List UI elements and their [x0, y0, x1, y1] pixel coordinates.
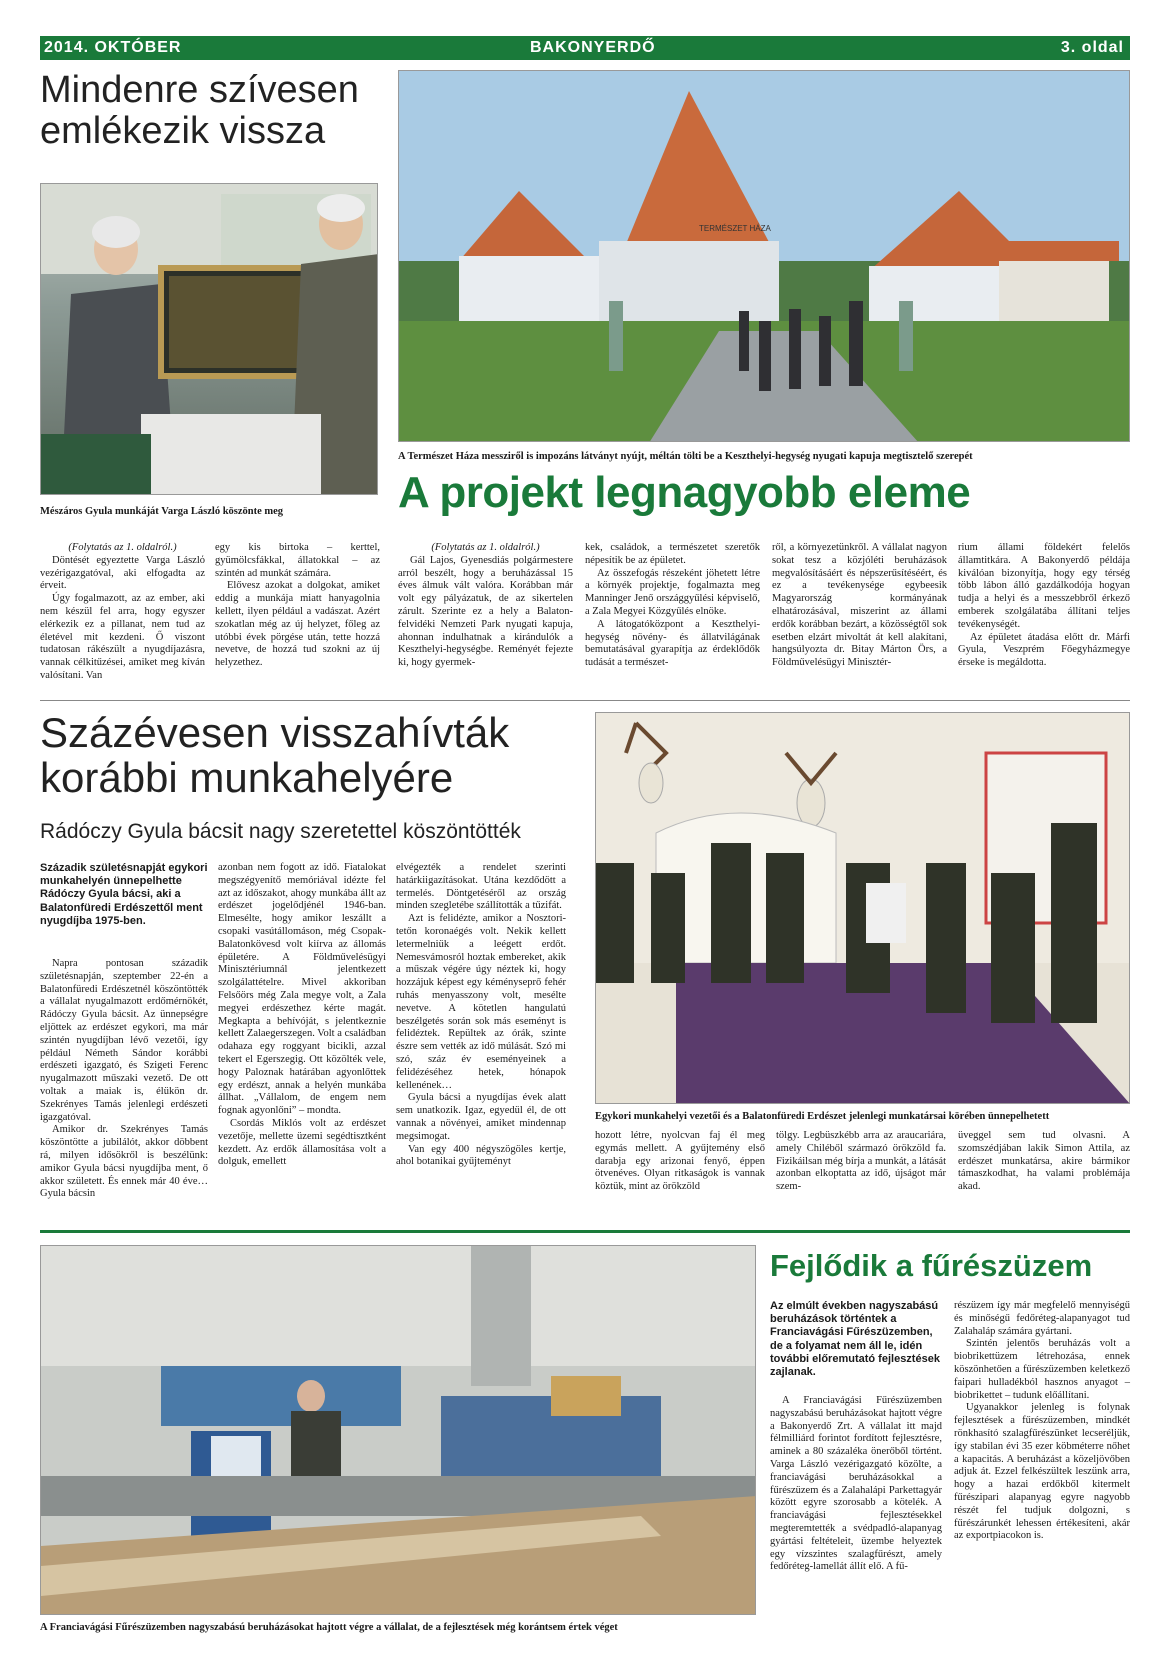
story4-photo [40, 1245, 756, 1615]
story3-photo [595, 712, 1130, 1104]
story3-photo-caption: Egykori munkahelyi vezetői és a Balatonfüredi Erdészet jelenlegi munkatársai körében ünnepelhetett [595, 1111, 1050, 1122]
story4-column-1: A Franciavágási Fűrészüzemben nagyszabású beruházásokat hajtott végre a Bakonyerdő Zrt. A vállalat itt majd félmilliárd forintot fordított fejlesztésre, aminek a 80 százaléka önerőből történt. Varga László vezérigazgató közölte, a franciavágási beruházásokkal a fűrészüzem és a Zalahalápi Parkettagyár között egyre szorosabb a kötelék. A franciavágási fejlesztésekkel megteremtették a svédpadló-alapanyag gyártási feltételeit, üzembe helyeztek egy vízszintes szalagfűrészt, amely fedőréteg-lamellát állít elő. A fű- [770, 1395, 942, 1573]
story3-lead: Századik születésnapját egykori munkahelyén ünnepelhette Rádóczy Gyula bácsi, aki a Balatonfüredi Erdészettől ment nyugdíjba 1975-ben. [40, 862, 208, 927]
page-header-bar [40, 36, 1130, 60]
story2-photo-caption: A Természet Háza messziről is impozáns látványt nyújt, méltán tölti be a Keszthelyi-hegység nyugati kapuja megtisztelő szerepét [398, 451, 973, 462]
story1-photo [40, 183, 378, 495]
story4-lead: Az elmúlt években nagyszabású beruházások történtek a Franciavágási Fűrészüzemben, de a folyamat nem áll le, idén további előremutató fejlesztések zajlanak. [770, 1300, 940, 1378]
story1-photo-caption: Mészáros Gyula munkáját Varga László köszönte meg [40, 506, 284, 517]
story2-column-3: ről, a környezetünkről. A vállalat nagyon sokat tesz a közjóléti beruházások megvalósításáért és népszerűsítéséért, és ez a tevékenysége egybeesik Magyarország kormányának elhatározásával, miszerint az állami erdők korábban bezárt, a közösségtől sok esetben elzárt mivoltát át kell alakítani, hangsúlyozta dr. Bitay Márton Örs, a Földművelésügyi Minisztér- [772, 542, 947, 669]
story3-column-6: üveggel sem tud olvasni. A szomszédjában lakik Simon Attila, az erdészet munkatársa, akire bármikor támaszkodhat, ha valami problémája akad. [958, 1130, 1130, 1193]
story4-headline: Fejlődik a fűrészüzem [770, 1248, 1093, 1283]
story3-column-1: Napra pontosan századik születésnapján, szeptember 22-én a Balatonfüredi Erdészetnél köszöntötték a vállalat nyugalmazott erdőmérnökét, Rádóczy Gyula bácsit. Az ünnepségre eljöttek az erdészet egykori, ma már szintén nyugdíjban lévő vezetői, így például Németh Sándor korábbi erdészeti igazgató, és Szigeti Ferenc nyugalmazott műszaki vezető. De ott voltak a maiak is, élükön dr. Szekrényes Tamás jelenlegi erdészeti igazgatóval. Amikor dr. Szekrényes Tamás köszöntötte a jubilálót, akkor döbbent rá, milyen idősökről is beszélünk: amikor Gyula bácsi nyugdíjba ment, ő akkor született. És ennek már 40 éve… Gyula bácsin [40, 958, 208, 1200]
story1-column-2: egy kis birtoka – kerttel, gyümölcsfákkal, állatokkal – az szintén ad munkát számára. Elővesz azokat a dolgokat, amiket eddig a munkája miatt hanyagolnia kellett, ilyen például a vadászat. Azért szokatlan még az új helyzet, főleg az utóbbi évek pörgése után, tette hozzá nevetve, de hozzá tud szokni az új helyzethez. [215, 542, 380, 669]
story1-column-1: (Folytatás az 1. oldalról.) Döntését egyeztette Varga Lászlό vezérigazgatóval, aki elfogadta az érveit. Úgy fogalmazott, az az ember, aki nem készül fel arra, hogy egyszer elérkezik ez a pillanat, nem tud az életével mit kezdeni. Ő viszont tudatosan rákészült a nyugdíjazásra, vannak célkitűzései, amiket meg kíván valósítani. Van [40, 542, 205, 681]
story3-column-2: azonban nem fogott az idő. Fiatalokat megszégyenítő memóriával idézte fel azt az időszakot, ahogy munkába állt az erdészet jogelődjénél 1946-ban. Elmesélte, hogy amikor leszállt a csopaki vasútállomáson, még Csopak-Balatonkövesd volt kiírva az állomás épületére. A Földművelésügyi Minisztériumnál jelentkezett szolgálattételre. Mivel akkoriban Felsőörs még Zala megye volt, a Zala megyei erdészethez kérte magát. Megkapta a behívóját, s jelentkeznie kellett Zalaegerszegen. Volt a családban odahaza egy roggyant bicikli, azzal tekert el Egerszegig. Ott közölték vele, hogy Paloznak határában agyonlőttek egy erdészt, annak a helyén munkába állhat. „Vállalom, de engem nem fognak agyonlőni” – mondta. Csordás Miklós volt az erdészet vezetője, mellette üzemi segédtisztként kezdett. Az erdők államosítása volt a dolguk, emellett [218, 862, 386, 1168]
story3-subtitle: Rádóczy Gyula bácsit nagy szeretettel köszöntötték [40, 820, 521, 843]
story3-column-5: tölgy. Legbüszkébb arra az araucariára, amely Chiléből származó örökzöld fa. Fizikáilsan még bírja a munkát, a látását azonban elkoptatta az idő, újságot már szem- [776, 1130, 946, 1193]
section-rule [40, 1230, 1130, 1233]
building-sign: TERMÉSZET HÁZA [699, 224, 771, 233]
divider [40, 700, 1130, 701]
page-number: 3. oldal [1060, 39, 1124, 56]
story3-column-3: elvégezték a rendelet szerinti határkiigazításokat. Utána kezdődött a termelés. Döntgetéséről az ország minden szegletébe szállították a tűzifát. Azt is felidézte, amikor a Nosztori-tetőn koronaégés volt. Nekik kellett letermelniük a leégett erdőt. Nemesvámosról hoztak embereket, akik a műszak végére úgy néztek ki, hogy hozzájuk képest egy kéményseprő fehér ruhás menyasszony volt, mesélte nevetve. A kötetlen hangulatú beszélgetés során sok más eseményt is felidéztek. Repültek az órák, szinte észre sem vették az idő múlását. Szó mi szó, száz év eseményeinek a felidézéséhez hetek, hónapok kellenének… Gyula bácsi a nyugdíjas évek alatt sem unatkozik. Igaz, egyedül él, de ott vannak a növényei, amiket mindennap megsimogat. Van egy 400 négyszögöles kertje, ahol botanikai gyűjteményt [396, 862, 566, 1168]
story2-column-1: (Folytatás az 1. oldalról.) Gál Lajos, Gyenesdiás polgármestere arról beszélt, hogy a beruházással 15 éves álmuk vált valóra. Korábban már volt egy pályázatuk, de az sikertelen zárult. Szerinte ez a hely a Balaton-felvidéki Nemzeti Park nyugati kapuja, ahonnan indulhatnak a kirándulók a Keszthelyi-hegységbe. Reményét fejezte ki, hogy gyermek- [398, 542, 573, 669]
issue-date: 2014. OKTÓBER [44, 39, 182, 56]
story2-column-4: rium állami földekért felelős államtitkára. A Bakonyerdő példája kiválóan bizonyítja, hogy egy térség több lábon álló gazdálkodója hogyan tudja a helyi és a messzebbről érkező emberek szolgálatába állítani teljes tevékenységét. Az épületet átadása előtt dr. Márfi Gyula, Veszprém Főegyházmegye érseke is megáldotta. [958, 542, 1130, 669]
story1-headline: Mindenre szívesen emlékezik vissza [40, 69, 359, 153]
story4-column-2: részüzem így már megfelelő mennyiségű és minőségű fedőréteg-alapanyagot tud Zalahaláp számára gyártani. Szintén jelentős beruházás volt a biobrikettüzem létrehozása, ennek köszönhetően a fűrészüzemben keletkező faipari hulladékból hasznos anyagot – biobrikettet – tudunk előállítani. Ugyanakkor jelenleg is folynak fejlesztések a fűrészüzemben, mindkét rönkhasító szalagfűrészünket lecseréljük, így stabilan évi 35 ezer köbméterre nőhet a kapacitás. A beruházást a közeljövőben adjuk át. Ezzel felkészültek leszünk arra, hogy a hazai erdőkből kitermelt fűrészipari alapanyag egyre nagyobb részét fel tudjuk dolgozni, s fűrészárunkét lehessen értékesíteni, akár az exportpiacokon is. [954, 1300, 1130, 1542]
story2-headline: A projekt legnagyobb eleme [398, 468, 971, 517]
story3-headline: Százévesen visszahívták korábbi munkahelyére [40, 709, 510, 802]
story3-column-4: hozott létre, nyolcvan faj él meg egymás mellett. A gyűjtemény első darabja egy arizonai fenyő, éppen ötvenéves. Olyan ritkaságok is vannak köztük, mint az örökzöld [595, 1130, 765, 1193]
story4-photo-caption: A Franciavágási Fűrészüzemben nagyszabású beruházásokat hajtott végre a vállalat, de a fejlesztések még korántsem értek véget [40, 1622, 618, 1633]
story2-column-2: kek, családok, a természetet szeretők népesítik be az épületet. Az összefogás részeként jöhetett létre a környék projektje, fogalmazta meg Manninger Jenő országgyűlési képviselő, a Zala Megyei Közgyűlés elnöke. A látogatóközpont a Keszthelyi-hegység növény- és állatvilágának bemutatásával gyarapítja az érdeklődők tudását a természet- [585, 542, 760, 669]
story2-photo [398, 70, 1130, 442]
paper-name: BAKONYERDŐ [530, 39, 656, 56]
